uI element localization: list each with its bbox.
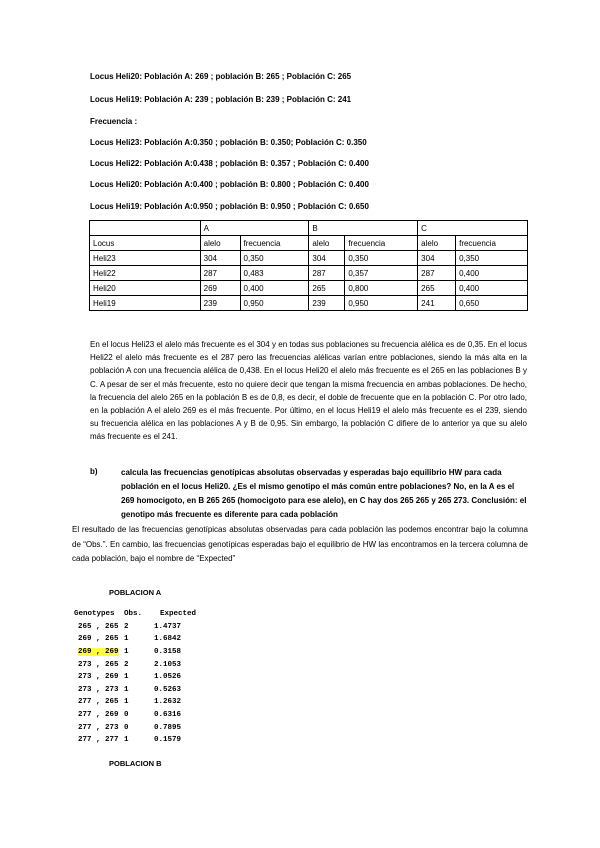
table-row: [74, 696, 208, 709]
obs-cell: 0: [124, 723, 129, 732]
table-row: [74, 684, 208, 697]
table-row: [74, 721, 208, 734]
genotype-cell: 269 , 265: [78, 635, 119, 644]
obs-cell: 1: [124, 648, 129, 657]
table-cell: 0,400: [456, 266, 528, 281]
column-header: alelo: [418, 236, 456, 251]
locus-heli19-alleles: Locus Heli19: Población A: 239 ; población B: 239 ; Población C: 241: [90, 95, 352, 104]
table-row: [90, 266, 528, 281]
table-row: [74, 658, 208, 671]
expected-cell: 0.5263: [154, 685, 182, 694]
table-row: [74, 734, 208, 747]
table-row: [90, 281, 528, 296]
column-header: alelo: [200, 236, 240, 251]
genotype-table-poblacion-a: [74, 608, 208, 747]
table-cell: 0,483: [240, 266, 309, 281]
column-header: Obs.: [124, 610, 143, 619]
question-text: calcula las frecuencias genotípicas absolutas observadas y esperadas bajo equilibrio HW para cada población en el locus Heli20. ¿Es el mismo genotipo el más común entre poblaciones? No, en la A es el 269 homocigoto, en B 265 265 (homocigoto para ese alelo), en C hay dos 265 265 y 265 273. Conclusión: el genotipo más frecuente es diferente para cada población: [121, 468, 527, 519]
genotype-cell: 277 , 277: [78, 736, 119, 745]
obs-cell: 1: [124, 635, 129, 644]
table-cell: 0,950: [240, 296, 309, 311]
expected-cell: 1.4737: [154, 622, 182, 631]
group-header-b: B: [309, 221, 418, 236]
locus-heli20-alleles: Locus Heli20: Población A: 269 ; población B: 265 ; Población C: 265: [90, 72, 352, 81]
question-marker: b): [90, 467, 98, 476]
obs-cell: 0: [124, 711, 129, 720]
table-cell: 265: [418, 281, 456, 296]
table-cell: Heli22: [90, 266, 201, 281]
genotype-cell: 273 , 269: [78, 673, 119, 682]
table-header-row: [90, 236, 528, 251]
table-row: [90, 251, 528, 266]
table-cell: 0,350: [240, 251, 309, 266]
table-cell: 0,357: [345, 266, 418, 281]
locus-heli23-frequency: Locus Heli23: Población A:0.350 ; población B: 0.350; Población C: 0.350: [90, 138, 367, 147]
table-row: [74, 671, 208, 684]
expected-cell: 1.2632: [154, 698, 182, 707]
expected-cell: 2.1053: [154, 660, 182, 669]
table-cell: 0,800: [345, 281, 418, 296]
column-header: alelo: [309, 236, 345, 251]
table-row: [74, 709, 208, 722]
table-cell: 0,950: [345, 296, 418, 311]
locus-heli19-frequency: Locus Heli19: Población A:0.950 ; población B: 0.950 ; Población C: 0.650: [90, 202, 369, 211]
table-cell: 0,400: [456, 281, 528, 296]
genotype-cell: 277 , 265: [78, 698, 119, 707]
table-row: [74, 633, 208, 646]
genotype-cell: 265 , 265: [78, 622, 119, 631]
table-cell: 287: [418, 266, 456, 281]
genotype-cell: 277 , 269: [78, 711, 119, 720]
obs-cell: 1: [124, 685, 129, 694]
expected-cell: 0.6316: [154, 711, 182, 720]
table-cell: 269: [200, 281, 240, 296]
locus-heli22-frequency: Locus Heli22: Población A:0.438 ; población B: 0.357 ; Población C: 0.400: [90, 159, 369, 168]
table-cell: Heli23: [90, 251, 201, 266]
expected-cell: 1.0526: [154, 673, 182, 682]
expected-cell: 0.7895: [154, 723, 182, 732]
locus-heli20-frequency: Locus Heli20: Población A:0.400 ; población B: 0.800 ; Población C: 0.400: [90, 180, 369, 189]
genotype-header-row: [74, 608, 208, 621]
column-header: frecuencia: [456, 236, 528, 251]
frecuencia-heading: Frecuencia :: [90, 117, 138, 126]
obs-cell: 1: [124, 736, 129, 745]
table-row: [90, 296, 528, 311]
table-cell: 265: [309, 281, 345, 296]
genotype-cell: 277 , 273: [78, 723, 119, 732]
result-paragraph: El resultado de las frecuencias genotípicas absolutas observadas para cada población las podemos encontrar bajo la columna de “Obs.”. En cambio, las frecuencias genotípicas esperadas bajo el equilibrio de HW las encontramos en la tercera columna de cada población, bajo el nombre de “Expected”: [72, 525, 528, 563]
obs-cell: 2: [124, 660, 129, 669]
table-group-row: [90, 221, 528, 236]
table-cell: 0,350: [456, 251, 528, 266]
table-cell: [90, 221, 201, 236]
obs-cell: 2: [124, 622, 129, 631]
column-header: frecuencia: [345, 236, 418, 251]
column-header: Locus: [90, 236, 201, 251]
table-cell: 287: [200, 266, 240, 281]
table-cell: 0,400: [240, 281, 309, 296]
genotype-cell-highlighted: [74, 646, 124, 659]
allele-analysis-paragraph: En el locus Heli23 el alelo más frecuente es el 304 y en todas sus poblaciones su frecuencia alélica es de 0,35. En el locus Heli22 el alelo más frecuente es el 287 pero las frecuencias alélicas varían entre poblaciones, siendo la más alta en la población A con una frecuencia alélica de 0,438. En el locus Heli20 el alelo más frecuente es el 265 en las poblaciones B y C. A pesar de ser el más frecuente, esto no quiere decir que tengan la misma frecuencia en ambas poblaciones. De hecho, la frecuencia del alelo 265 en la población B es de 0,8, es decir, el doble de frecuente que en la población C. Por otro lado, en la población A el alelo 269 es el más frecuente. Por último, en el locus Heli19 el alelo más frecuente es el 239, siendo su frecuencia alélica en las poblaciones A y B de 0,95. Sin embargo, la población C difiere de lo anterior ya que su alelo más frecuente es el 241.: [90, 340, 527, 442]
table-cell: Heli19: [90, 296, 201, 311]
column-header: Genotypes: [74, 610, 115, 619]
table-cell: Heli20: [90, 281, 201, 296]
allele-frequency-table: [89, 220, 528, 311]
poblacion-a-heading: POBLACION A: [109, 588, 162, 597]
table-cell: 304: [200, 251, 240, 266]
table-cell: 239: [200, 296, 240, 311]
table-row: [74, 646, 208, 659]
table-cell: 239: [309, 296, 345, 311]
obs-cell: 1: [124, 698, 129, 707]
table-cell: 0,350: [345, 251, 418, 266]
table-cell: 241: [418, 296, 456, 311]
highlighted-genotype: 269 , 269: [78, 648, 119, 657]
expected-cell: 0.3158: [154, 648, 182, 657]
table-cell: 304: [418, 251, 456, 266]
genotype-cell: 273 , 265: [78, 660, 119, 669]
group-header-c: C: [418, 221, 528, 236]
table-cell: 0,650: [456, 296, 528, 311]
table-row: [74, 621, 208, 634]
table-cell: 304: [309, 251, 345, 266]
column-header: frecuencia: [240, 236, 309, 251]
obs-cell: 1: [124, 673, 129, 682]
table-cell: 287: [309, 266, 345, 281]
expected-cell: 1.6842: [154, 635, 182, 644]
genotype-cell: 273 , 273: [78, 685, 119, 694]
expected-cell: 0.1579: [154, 736, 182, 745]
group-header-a: A: [200, 221, 309, 236]
poblacion-b-heading: POBLACION B: [109, 759, 162, 768]
column-header: Expected: [160, 610, 197, 619]
